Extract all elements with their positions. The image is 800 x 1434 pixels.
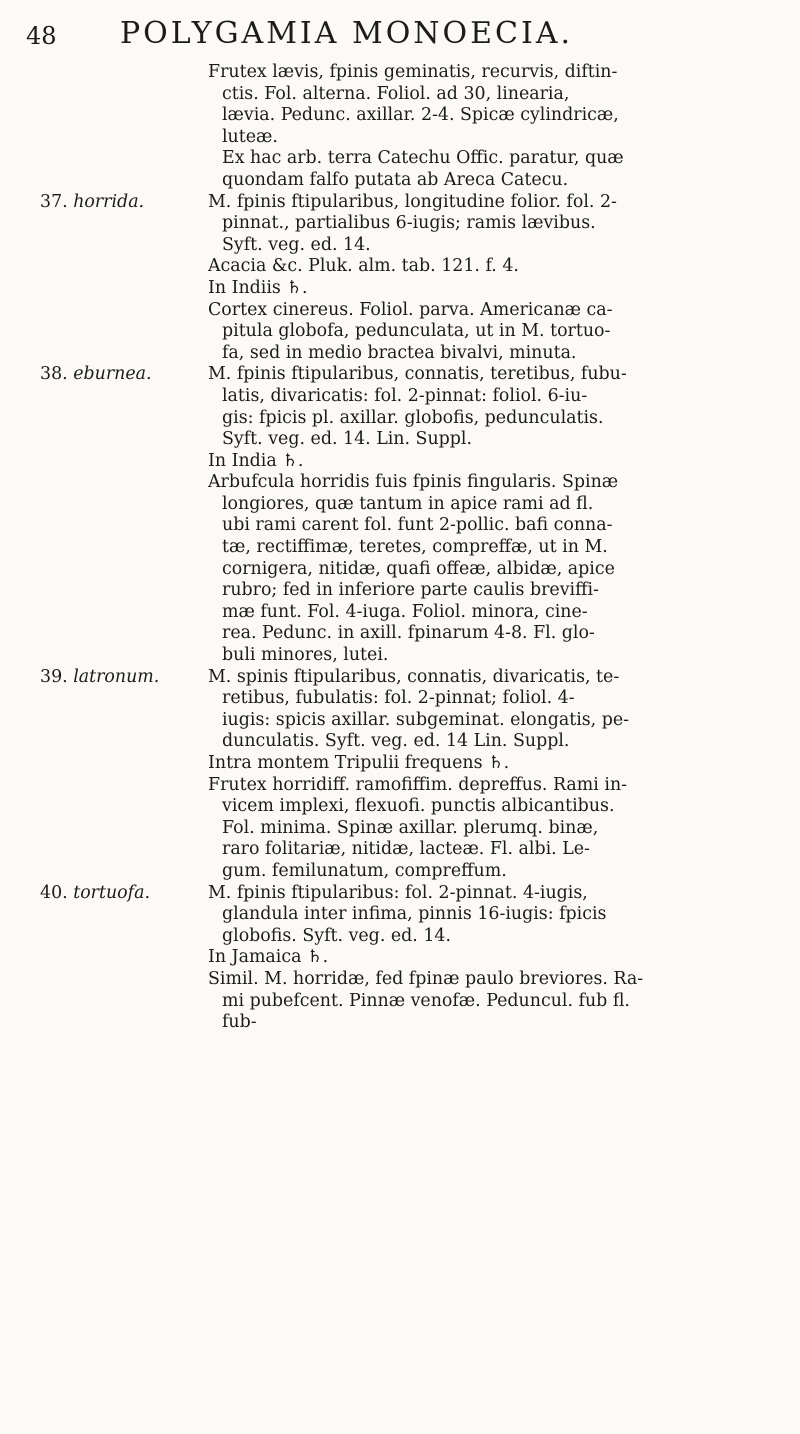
line-text: ctis. Fol. alterna. Foliol. ad 30, linearia, (222, 83, 570, 104)
line-text: raro folitariæ, nitidæ, lacteæ. Fl. albi. Le- (222, 839, 590, 860)
text-line (0, 710, 800, 732)
species-index: 37. (40, 191, 68, 212)
species-number (40, 667, 159, 689)
species-epithet: latronum. (73, 666, 160, 687)
text-line (0, 969, 800, 991)
species-number (40, 883, 150, 905)
line-text: buli minores, lutei. (222, 645, 389, 666)
line-text: Arbufcula horridis fuis fpinis fingularis. Spinæ (208, 472, 619, 493)
text-line (0, 731, 800, 753)
line-text: vicem implexi, flexuofi. punctis albicantibus. (222, 796, 615, 817)
line-text: Cortex cinereus. Foliol. parva. Americanæ ca- (208, 299, 613, 320)
text-line (0, 235, 800, 257)
line-text: rubro; fed in inferiore parte caulis breviffi- (222, 580, 599, 601)
species-entry-line (0, 667, 800, 689)
line-text: M. fpinis ftipularibus, longitudine folior. fol. 2- (208, 191, 617, 212)
line-text: In India ♄. (208, 450, 304, 471)
line-text: globofis. Syft. veg. ed. 14. (222, 925, 452, 946)
line-text: fa, sed in medio bractea bivalvi, minuta. (222, 342, 577, 363)
text-line (0, 84, 800, 106)
line-text: Fol. minima. Spinæ axillar. plerumq. binæ, (222, 817, 599, 838)
text-line (0, 472, 800, 494)
page-number: 48 (26, 22, 57, 50)
line-text: M. spinis ftipularibus, connatis, divaricatis, te- (208, 666, 620, 687)
line-text: rea. Pedunc. in axill. fpinarum 4-8. Fl. glo- (222, 623, 595, 644)
line-text: Syft. veg. ed. 14. (222, 234, 371, 255)
text-line (0, 559, 800, 581)
text-line (0, 343, 800, 365)
line-text: gis: fpicis pl. axillar. globofis, pedunculatis. (222, 407, 604, 428)
line-text: Simil. M. horridæ, fed fpinæ paulo breviores. Ra- (208, 968, 644, 989)
line-text: glandula inter infima, pinnis 16-iugis: fpicis (222, 904, 607, 925)
species-index: 40. (40, 882, 68, 903)
line-text: luteæ. (222, 126, 278, 147)
text-line (0, 256, 800, 278)
species-entry-line (0, 364, 800, 386)
text-line (0, 62, 800, 84)
species-epithet: eburnea. (73, 364, 152, 385)
line-text: latis, divaricatis: fol. 2-pinnat: foliol. 6-iu- (222, 385, 588, 406)
text-line (0, 753, 800, 775)
text-line (0, 537, 800, 559)
text-line (0, 818, 800, 840)
text-line (0, 991, 800, 1013)
text-line (0, 796, 800, 818)
line-text: Ex hac arb. terra Catechu Offic. paratur, quæ (222, 148, 624, 169)
line-text: dunculatis. Syft. veg. ed. 14 Lin. Suppl. (222, 731, 570, 752)
line-text: lævia. Pedunc. axillar. 2-4. Spicæ cylindricæ, (222, 105, 619, 126)
species-epithet: tortuofa. (73, 882, 150, 903)
running-head: POLYGAMIA MONOECIA. (120, 16, 574, 51)
text-line (0, 947, 800, 969)
species-entry-line (0, 192, 800, 214)
species-index: 38. (40, 364, 68, 385)
line-text: M. fpinis ftipularibus, connatis, teretibus, fubu- (208, 364, 627, 385)
text-line (0, 515, 800, 537)
text-line (0, 321, 800, 343)
line-text: tæ, rectiffimæ, teretes, compreffæ, ut in M. (222, 537, 608, 558)
text-line (0, 839, 800, 861)
text-line (0, 602, 800, 624)
line-text: ubi rami carent fol. funt 2-pollic. bafi conna- (222, 515, 613, 536)
line-text: mi pubefcent. Pinnæ venofæ. Peduncul. fub fl. (222, 990, 630, 1011)
species-index: 39. (40, 666, 68, 687)
line-text: iugis: spicis axillar. subgeminat. elongatis, pe- (222, 709, 630, 730)
text-line (0, 170, 800, 192)
line-text: longiores, quæ tantum in apice rami ad fl. (222, 493, 594, 514)
line-text: M. fpinis ftipularibus: fol. 2-pinnat. 4-iugis, (208, 882, 588, 903)
species-number (40, 364, 152, 386)
line-text: retibus, fubulatis: fol. 2-pinnat; foliol. 4- (222, 688, 575, 709)
line-text: quondam falfo putata ab Areca Catecu. (222, 169, 569, 190)
text-line (0, 861, 800, 883)
line-text: fub- (222, 1012, 257, 1033)
text-line (0, 429, 800, 451)
text-line (0, 213, 800, 235)
text-line (0, 127, 800, 149)
text-body (0, 62, 800, 1034)
text-line (0, 926, 800, 948)
line-text: Frutex horridiff. ramofiffim. depreffus. Rami in- (208, 774, 628, 795)
text-line (0, 775, 800, 797)
line-text: pitula globofa, pedunculata, ut in M. tortuo- (222, 321, 611, 342)
line-text: mæ funt. Fol. 4-iuga. Foliol. minora, cine- (222, 601, 588, 622)
line-text: In Indiis ♄. (208, 277, 308, 298)
text-line (0, 148, 800, 170)
line-text: In Jamaica ♄. (208, 947, 329, 968)
line-text: pinnat., partialibus 6-iugis; ramis lævibus. (222, 213, 596, 234)
text-line (0, 105, 800, 127)
line-text: Syft. veg. ed. 14. Lin. Suppl. (222, 429, 473, 450)
species-epithet: horrida. (73, 191, 145, 212)
text-line (0, 494, 800, 516)
text-line (0, 386, 800, 408)
text-line (0, 688, 800, 710)
line-text: Intra montem Tripulii frequens ♄. (208, 753, 510, 773)
line-text: Acacia &c. Pluk. alm. tab. 121. f. 4. (208, 256, 519, 277)
text-line (0, 580, 800, 602)
text-line (0, 300, 800, 322)
line-text: cornigera, nitidæ, quafi offeæ, albidæ, apice (222, 558, 615, 579)
text-line (0, 904, 800, 926)
text-line (0, 408, 800, 430)
text-line (0, 645, 800, 667)
text-line (0, 451, 800, 473)
text-line (0, 1012, 800, 1034)
text-line (0, 623, 800, 645)
page-header (0, 16, 800, 56)
species-number (40, 192, 144, 214)
line-text: Frutex lævis, fpinis geminatis, recurvis, diftin- (208, 62, 618, 82)
species-entry-line (0, 883, 800, 905)
text-line (0, 278, 800, 300)
line-text: gum. femilunatum, compreffum. (222, 860, 507, 881)
